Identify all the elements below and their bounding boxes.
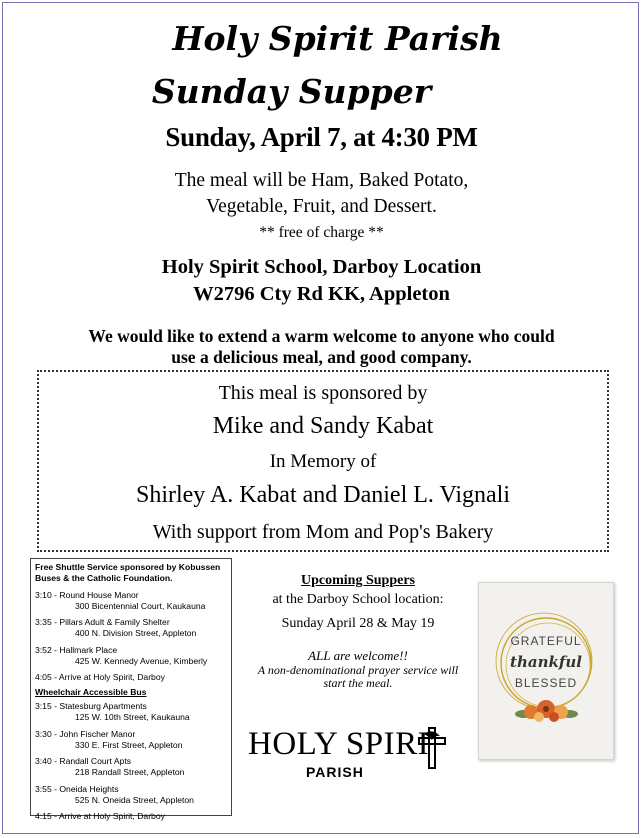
picture-word-blessed: BLESSED	[514, 676, 578, 690]
grateful-thankful-blessed-picture	[478, 582, 614, 760]
shuttle-header: Free Shuttle Service sponsored by Kobussen Buses & the Catholic Foundation.	[35, 562, 221, 584]
upcoming-location: at the Darboy School location:	[272, 592, 444, 607]
upcoming-suppers	[238, 572, 478, 690]
cross-dove-icon	[416, 726, 450, 770]
shuttle-stop-address: 400 N. Division Street, Appleton	[75, 628, 197, 639]
location-line-1: Holy Spirit School, Darboy Location	[161, 256, 482, 278]
memorial-names: Shirley A. Kabat and Daniel L. Vignali	[135, 482, 511, 508]
location-line-2: W2796 Cty Rd KK, Appleton	[193, 283, 450, 305]
bakery-support: With support from Mom and Pop's Bakery	[152, 521, 494, 543]
logo-wordmark: HOLY SPIRI	[248, 726, 430, 762]
prayer-service-line-1: A non-denominational prayer service will	[257, 663, 459, 677]
all-welcome: ALL are welcome!!	[308, 648, 408, 663]
picture-word-grateful: GRATEFUL	[510, 634, 582, 648]
menu-line-2: Vegetable, Fruit, and Dessert.	[206, 196, 437, 217]
accessible-stop-address: 330 E. First Street, Appleton	[75, 739, 183, 750]
accessible-stop-address: 218 Randall Street, Appleton	[75, 767, 185, 778]
accessible-stop-time: 3:40 - Randall Court Apts	[35, 756, 132, 767]
accessible-arrival: 4:15 - Arrive at Holy Spirit, Darboy	[35, 811, 165, 822]
parish-logo	[248, 724, 458, 784]
accessible-stop-time: 3:55 - Oneida Heights	[35, 783, 119, 794]
wreath-illustration	[479, 583, 613, 759]
flower-cluster-icon	[515, 700, 578, 722]
accessible-stop-address: 125 W. 10th Street, Kaukauna	[75, 712, 190, 723]
upcoming-title: Upcoming Suppers	[301, 573, 415, 588]
shuttle-arrival: 4:05 - Arrive at Holy Spirit, Darboy	[35, 672, 165, 683]
welcome-line-1: We would like to extend a warm welcome to anyone who could	[88, 326, 555, 346]
sponsor-intro: This meal is sponsored by	[218, 382, 428, 404]
shuttle-schedule	[30, 558, 232, 822]
free-of-charge: ** free of charge **	[259, 224, 384, 241]
menu-line-1: The meal will be Ham, Baked Potato,	[174, 170, 469, 191]
shuttle-stop-address: 300 Bicentennial Court, Kaukauna	[75, 600, 206, 611]
sponsor-box	[37, 370, 609, 552]
prayer-service-line-2: start the meal.	[323, 676, 393, 690]
in-memory-of: In Memory of	[269, 451, 377, 472]
shuttle-stop-time: 3:35 - Pillars Adult & Family Shelter	[35, 617, 170, 628]
upcoming-dates: Sunday April 28 & May 19	[281, 616, 435, 631]
picture-word-thankful: thankful	[510, 653, 582, 671]
title-line-1: Holy Spirit Parish	[172, 19, 503, 58]
shuttle-stop-address: 425 W. Kennedy Avenue, Kimberly	[75, 656, 208, 667]
shuttle-stop-time: 3:52 - Hallmark Place	[35, 644, 118, 655]
logo-parish: PARISH	[306, 764, 364, 780]
title-line-2: Sunday Supper	[151, 72, 432, 111]
accessible-stop-address: 525 N. Oneida Street, Appleton	[75, 795, 194, 806]
accessible-stop-time: 3:30 - John Fischer Manor	[35, 728, 136, 739]
welcome-line-2: use a delicious meal, and good company.	[171, 347, 472, 367]
event-date: Sunday, April 7, at 4:30 PM	[165, 122, 478, 152]
accessible-stop-time: 3:15 - Statesburg Apartments	[35, 700, 147, 711]
accessible-bus-header: Wheelchair Accessible Bus	[35, 686, 147, 697]
shuttle-stop-time: 3:10 - Round House Manor	[35, 589, 139, 600]
sponsor-names: Mike and Sandy Kabat	[212, 413, 434, 439]
